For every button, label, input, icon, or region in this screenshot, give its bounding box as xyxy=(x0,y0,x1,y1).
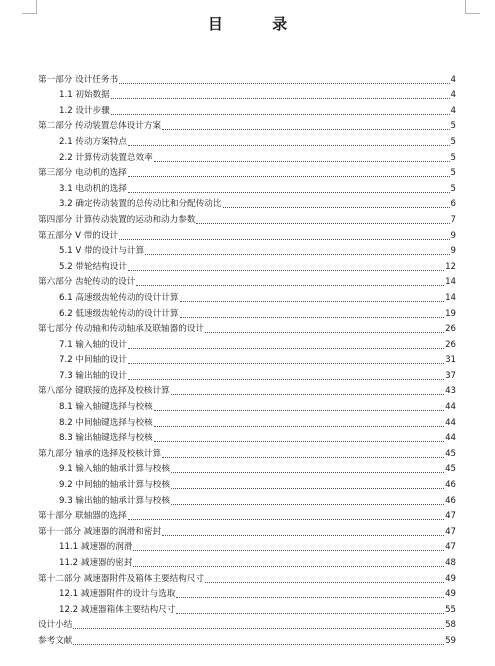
toc-leader-dots xyxy=(171,488,444,489)
toc-subsection-entry[interactable] xyxy=(38,553,456,569)
toc-page-number: 47 xyxy=(445,511,456,522)
toc-page-number: 46 xyxy=(445,495,456,506)
toc-leader-dots xyxy=(128,192,450,193)
toc-leader-dots xyxy=(205,582,444,583)
toc-entry-title: 第四部分 计算传动装置的运动和动力参数 xyxy=(38,214,196,225)
toc-section-entry[interactable] xyxy=(38,273,456,289)
toc-page-number: 58 xyxy=(445,620,456,631)
toc-leader-dots xyxy=(176,613,444,614)
toc-entry-title: 第一部分 设计任务书 xyxy=(38,74,119,85)
toc-entry-title: 1.2 设计步骤 xyxy=(59,105,110,116)
toc-page-number: 5 xyxy=(450,183,456,194)
toc-page-number: 44 xyxy=(445,433,456,444)
toc-page-number: 47 xyxy=(445,526,456,537)
toc-entry-title: 12.2 减速器箱体主要结构尺寸 xyxy=(59,604,176,615)
toc-leader-dots xyxy=(154,410,444,411)
toc-section-entry[interactable] xyxy=(38,226,456,242)
toc-subsection-entry[interactable] xyxy=(38,460,456,476)
toc-page-number: 46 xyxy=(445,480,456,491)
toc-page-number: 12 xyxy=(445,261,456,272)
toc-leader-dots xyxy=(111,114,450,115)
toc-entry-title: 7.1 输入轴的设计 xyxy=(59,339,127,350)
toc-entry-title: 11.2 减速器的密封 xyxy=(59,558,133,568)
toc-leader-dots xyxy=(162,457,444,458)
toc-leader-dots xyxy=(128,145,450,146)
toc-entry-title: 第九部分 轴承的选择及校核计算 xyxy=(38,448,162,459)
toc-entry-title: 7.2 中间轴的设计 xyxy=(59,355,127,366)
toc-leader-dots xyxy=(128,519,444,520)
toc-page-number: 26 xyxy=(445,324,456,335)
toc-subsection-entry[interactable] xyxy=(38,195,456,211)
toc-leader-dots xyxy=(196,223,449,224)
toc-page-number: 5 xyxy=(450,121,456,132)
toc-leader-dots xyxy=(223,207,450,208)
toc-subsection-entry[interactable] xyxy=(38,179,456,195)
toc-subsection-entry[interactable] xyxy=(38,257,456,273)
toc-page-number: 49 xyxy=(445,589,456,600)
toc-entry-title: 第二部分 传动装置总体设计方案 xyxy=(38,121,162,132)
toc-section-entry[interactable] xyxy=(38,631,456,647)
toc-subsection-entry[interactable] xyxy=(38,351,456,367)
toc-leader-dots xyxy=(171,472,444,473)
toc-leader-dots xyxy=(171,504,444,505)
toc-entry-title: 11.1 减速器的润滑 xyxy=(59,542,133,553)
toc-section-entry[interactable] xyxy=(38,210,456,226)
toc-entry-title: 7.3 输出轴的设计 xyxy=(59,370,127,381)
toc-entry-title: 第七部分 传动轴和传动轴承及联轴器的设计 xyxy=(38,324,205,335)
toc-entry-title: 12.1 减速器附件的设计与选取 xyxy=(59,589,176,600)
toc-page-number: 59 xyxy=(445,635,456,646)
toc-entry-title: 9.2 中间轴的轴承计算与校核 xyxy=(59,480,170,491)
toc-page-number: 14 xyxy=(445,277,456,288)
toc-leader-dots xyxy=(133,550,444,551)
toc-leader-dots xyxy=(205,332,444,333)
toc-page-number: 5 xyxy=(450,152,456,163)
toc-page-number: 43 xyxy=(445,386,456,397)
toc-page-number: 47 xyxy=(445,542,456,553)
toc-entry-title: 1.1 初始数据 xyxy=(59,90,110,101)
toc-section-entry[interactable] xyxy=(38,164,456,180)
toc-entry-title: 第十一部分 减速器的润滑和密封 xyxy=(38,526,162,537)
toc-section-entry[interactable] xyxy=(38,320,456,336)
toc-subsection-entry[interactable] xyxy=(38,397,456,413)
toc-page-number: 4 xyxy=(450,105,456,116)
toc-page-number: 5 xyxy=(450,168,456,179)
toc-leader-dots xyxy=(145,254,449,255)
toc-entry-title: 9.3 输出轴的轴承计算与校核 xyxy=(59,495,170,506)
crop-mark-top-right xyxy=(465,0,480,14)
toc-subsection-entry[interactable] xyxy=(38,101,456,117)
toc-leader-dots xyxy=(128,176,450,177)
toc-leader-dots xyxy=(162,129,449,130)
toc-entry-title: 第六部分 齿轮传动的设计 xyxy=(38,277,136,288)
toc-leader-dots xyxy=(133,566,444,567)
toc-entry-title: 5.1 V 带的设计与计算 xyxy=(59,246,145,257)
toc-page-number: 45 xyxy=(445,448,456,459)
toc-leader-dots xyxy=(73,628,444,629)
toc-section-entry[interactable] xyxy=(38,382,456,398)
toc-subsection-entry[interactable] xyxy=(38,475,456,491)
toc-page-number: 44 xyxy=(445,417,456,428)
toc-section-entry[interactable] xyxy=(38,70,456,86)
toc-entry-title: 设计小结 xyxy=(38,620,73,631)
toc-entry-title: 第五部分 V 带的设计 xyxy=(38,230,119,241)
toc-page-number: 4 xyxy=(450,90,456,101)
toc-entry-title: 2.1 传动方案特点 xyxy=(59,136,127,147)
toc-leader-dots xyxy=(171,394,444,395)
toc-page-number: 6 xyxy=(450,199,456,210)
toc-section-entry[interactable] xyxy=(38,507,456,523)
toc-entry-title: 8.3 输出轴键选择与校核 xyxy=(59,433,153,444)
toc-page-number: 5 xyxy=(450,136,456,147)
toc-section-entry[interactable] xyxy=(38,117,456,133)
toc-leader-dots xyxy=(128,348,444,349)
crop-mark-top-left xyxy=(22,0,37,14)
toc-page-number: 14 xyxy=(445,292,456,303)
toc-entry-title: 8.2 中间轴键选择与校核 xyxy=(59,417,153,428)
toc-subsection-entry[interactable] xyxy=(38,288,456,304)
toc-subsection-entry[interactable] xyxy=(38,304,456,320)
toc-leader-dots xyxy=(128,379,444,380)
toc-page-number: 44 xyxy=(445,402,456,413)
toc-page-number: 31 xyxy=(445,355,456,366)
toc-leader-dots xyxy=(180,317,445,318)
toc-subsection-entry[interactable] xyxy=(38,413,456,429)
toc-section-entry[interactable] xyxy=(38,444,456,460)
toc-leader-dots xyxy=(128,363,444,364)
toc-entry-title: 第八部分 键联接的选择及校核计算 xyxy=(38,386,170,397)
toc-page-number: 48 xyxy=(445,558,456,568)
toc-entry-title: 9.1 输入轴的轴承计算与校核 xyxy=(59,464,170,475)
toc-entry-title: 3.2 确定传动装置的总传动比和分配传动比 xyxy=(59,199,222,210)
toc-subsection-entry[interactable] xyxy=(38,538,456,554)
toc-page-number: 19 xyxy=(445,308,456,319)
toc-section-entry[interactable] xyxy=(38,522,456,538)
toc-subsection-entry[interactable] xyxy=(38,242,456,258)
toc-leader-dots xyxy=(180,301,445,302)
toc-page-number: 37 xyxy=(445,370,456,381)
toc-leader-dots xyxy=(162,535,444,536)
toc-page-number: 9 xyxy=(450,246,456,257)
toc-page-number: 4 xyxy=(450,74,456,85)
toc-page-number: 49 xyxy=(445,573,456,584)
toc-subsection-entry[interactable] xyxy=(38,491,456,507)
toc-entry-title: 5.2 带轮结构设计 xyxy=(59,261,127,272)
toc-subsection-entry[interactable] xyxy=(38,148,456,164)
toc-page-number: 45 xyxy=(445,464,456,475)
toc-leader-dots xyxy=(73,644,444,645)
toc-subsection-entry[interactable] xyxy=(38,335,456,351)
toc-entry-title: 8.1 输入轴键选择与校核 xyxy=(59,402,153,413)
toc-subsection-entry[interactable] xyxy=(38,366,456,382)
toc-entry-title: 第三部分 电动机的选择 xyxy=(38,168,127,179)
toc-entry-title: 2.2 计算传动装置总效率 xyxy=(59,152,153,163)
toc-leader-dots xyxy=(176,597,444,598)
toc-leader-dots xyxy=(119,239,449,240)
toc-entry-title: 6.1 高速级齿轮传动的设计计算 xyxy=(59,292,179,303)
toc-subsection-entry[interactable] xyxy=(38,132,456,148)
toc-section-entry[interactable] xyxy=(38,616,456,632)
toc-entry-title: 参考文献 xyxy=(38,635,73,646)
toc-page-number: 26 xyxy=(445,339,456,350)
toc-entry-title: 第十部分 联轴器的选择 xyxy=(38,511,127,522)
toc-leader-dots xyxy=(136,285,444,286)
toc-subsection-entry[interactable] xyxy=(38,585,456,601)
toc-page-number: 7 xyxy=(450,214,456,225)
toc-leader-dots xyxy=(119,83,449,84)
toc-entry-title: 3.1 电动机的选择 xyxy=(59,183,127,194)
toc-entry-title: 6.2 低速级齿轮传动的设计计算 xyxy=(59,308,179,319)
toc-subsection-entry[interactable] xyxy=(38,86,456,102)
toc-page-number: 9 xyxy=(450,230,456,241)
toc-leader-dots xyxy=(111,98,450,99)
page-title: 目 录 xyxy=(207,15,310,33)
toc-leader-dots xyxy=(128,270,444,271)
toc-leader-dots xyxy=(154,426,444,427)
toc-entry-title: 第十二部分 减速器附件及箱体主要结构尺寸 xyxy=(38,573,205,584)
toc-subsection-entry[interactable] xyxy=(38,600,456,616)
toc-subsection-entry[interactable] xyxy=(38,429,456,445)
toc-page-number: 55 xyxy=(445,604,456,615)
toc-section-entry[interactable] xyxy=(38,569,456,585)
toc-leader-dots xyxy=(154,161,450,162)
toc-leader-dots xyxy=(154,441,444,442)
table-of-contents xyxy=(38,70,456,647)
